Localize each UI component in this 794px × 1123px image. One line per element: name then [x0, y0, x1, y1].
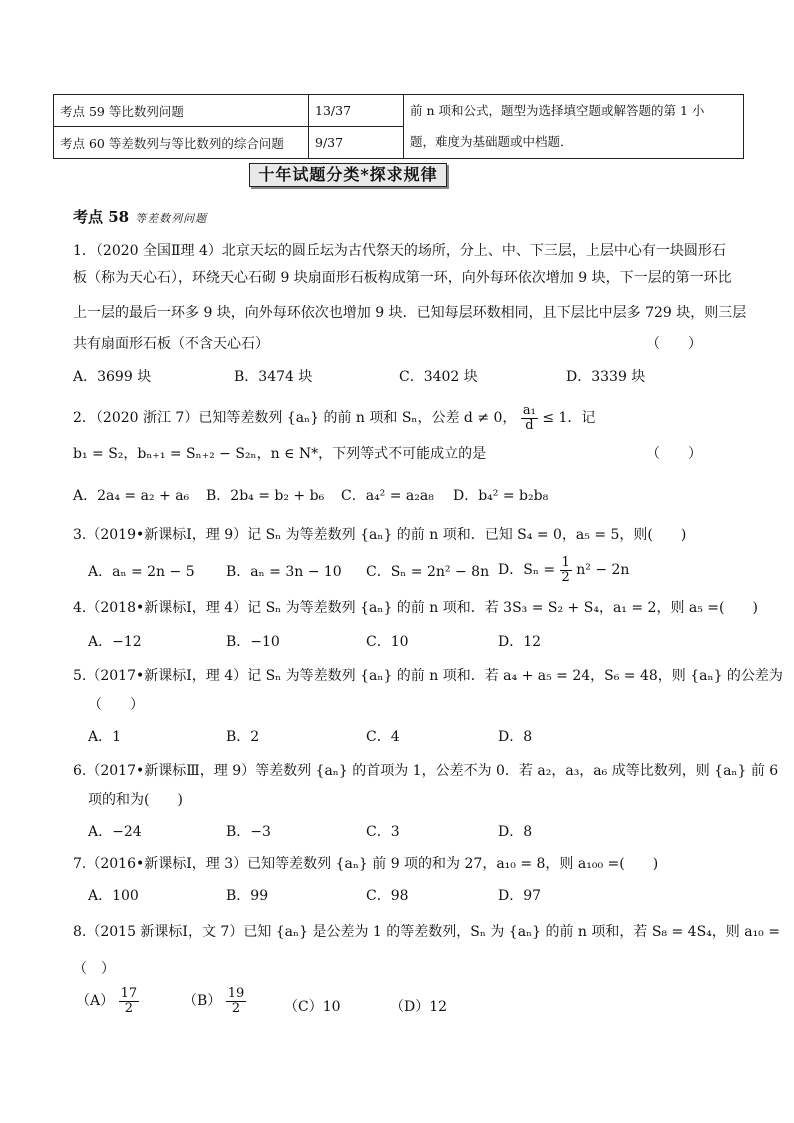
q2-option-c: C．a₄² = a₂a₈	[341, 488, 434, 504]
q6-option-b: B．−3	[226, 824, 271, 840]
q8-option-a-fraction	[119, 987, 140, 1015]
q4-option-d: D．12	[498, 634, 542, 650]
q1-answer-paren: （ ）	[646, 336, 702, 352]
q3-option-c: C．Sₙ = 2n² − 8n	[366, 564, 490, 580]
q3-option-b: B．aₙ = 3n − 10	[226, 564, 342, 580]
q5-option-b: B．2	[226, 729, 260, 745]
q8-option-b-pre: （B）	[183, 993, 222, 1010]
q5-option-a: A．1	[88, 729, 122, 745]
q8-a-frac-num: 17	[120, 986, 138, 1001]
q8-b-frac-den: 2	[231, 1000, 241, 1016]
section-title: 等差数列问题	[135, 212, 208, 225]
topic-60-count: 9/37	[309, 127, 404, 159]
q1-line-2: 板（称为天心石），环绕天心石砌 9 块扇面形石板构成第一环，向外每环依次增加 9 块，下一层的第一环比	[73, 270, 732, 286]
topic-59-count: 13/37	[309, 95, 404, 127]
q5-line-2: （ ）	[88, 697, 144, 713]
q1-option-b: B．3474 块	[234, 369, 313, 385]
q7-option-c: C．98	[366, 888, 409, 904]
q1-line-1: 1．（2020 全国Ⅱ理 4）北京天坛的圆丘坛为古代祭天的场所，分上、中、下三层，上层中心有一块圆形石	[73, 243, 726, 259]
q8-b-frac-num: 19	[227, 986, 245, 1001]
q8-line-2: （ ）	[73, 961, 115, 977]
q8-option-a-pre: （A）	[76, 993, 115, 1010]
q7-line-1: 7.（2016•新课标Ⅰ，理 3）已知等差数列 {aₙ} 前 9 项的和为 27，a₁₀ = 8，则 a₁₀₀ =( )	[73, 856, 659, 872]
q8-option-b-fraction	[226, 987, 247, 1015]
q2-fraction	[521, 404, 538, 432]
q2-frac-den: d	[525, 417, 534, 433]
q2-line-2: b₁ = S₂，bₙ₊₁ = Sₙ₊₂ − S₂ₙ，n ∈ N*，下列等式不可能成立的是	[73, 446, 487, 462]
q6-line-1: 6.（2017•新课标Ⅲ，理 9）等差数列 {aₙ} 的首项为 1，公差不为 0．若 a₂，a₃，a₆ 成等比数列，则 {aₙ} 前 6	[73, 763, 779, 779]
q6-option-a: A．−24	[88, 824, 142, 840]
q6-line-2: 项的和为( )	[88, 792, 183, 808]
q3-option-d-pre: D．Sₙ =	[498, 562, 556, 579]
q1-line-3: 上一层的最后一环多 9 块，向外每环依次也增加 9 块．已知每层环数相同，且下层比中层多 729 块，则三层	[73, 305, 747, 321]
section-number: 考点 58	[73, 208, 130, 226]
q2-line-1-tail: ≤ 1．记	[542, 410, 596, 427]
q2-frac-num: a₁	[522, 403, 536, 418]
q1-option-d: D．3339 块	[566, 369, 646, 385]
q8-option-a	[76, 987, 139, 1015]
topic-table	[53, 94, 744, 159]
q4-line-1: 4.（2018•新课标Ⅰ，理 4）记 Sₙ 为等差数列 {aₙ} 的前 n 项和．若 3S₃ = S₂ + S₄，a₁ = 2，则 a₅ =( )	[73, 600, 758, 616]
description-line-2: 题，难度为基础题或中档题．	[410, 134, 573, 149]
q4-option-a: A．−12	[88, 634, 142, 650]
q1-line-4: 共有扇面形石板（不含天心石）	[73, 336, 269, 352]
q7-option-b: B．99	[226, 888, 269, 904]
q6-option-d: D．8	[498, 824, 533, 840]
q2-option-b: B．2b₄ = b₂ + b₆	[206, 488, 325, 504]
q1-option-a: A．3699 块	[73, 369, 152, 385]
q3-option-d-post: n² − 2n	[576, 562, 630, 579]
q4-option-b: B．−10	[226, 634, 280, 650]
q2-option-a: A．2a₄ = a₂ + a₆	[73, 488, 190, 504]
topic-60-cell: 考点 60 等差数列与等比数列的综合问题	[54, 127, 309, 159]
topic-59-cell: 考点 59 等比数列问题	[54, 95, 309, 127]
description-line-1: 前 n 项和公式，题型为选择填空题或解答题的第 1 小	[410, 103, 705, 118]
q8-line-1: 8.（2015 新课标Ⅰ，文 7）已知 {aₙ} 是公差为 1 的等差数列，Sₙ 为 {aₙ} 的前 n 项和，若 S₈ = 4S₄，则 a₁₀ =	[73, 924, 780, 940]
q5-line-1: 5.（2017•新课标Ⅰ，理 4）记 Sₙ 为等差数列 {aₙ} 的前 n 项和．若 a₄ + a₅ = 24，S₆ = 48，则 {aₙ} 的公差为	[73, 668, 783, 684]
q8-option-c: （C）10	[284, 999, 341, 1015]
section-banner: 十年试题分类*探求规律	[249, 163, 447, 187]
q8-option-b	[183, 987, 246, 1015]
topic-description	[404, 95, 744, 159]
q3-option-d-fraction	[560, 556, 572, 584]
q8-a-frac-den: 2	[124, 1000, 133, 1016]
q2-option-d: D．b₄² = b₂b₈	[453, 488, 549, 504]
q7-option-d: D．97	[498, 888, 542, 904]
q2-answer-paren: （ ）	[646, 446, 702, 462]
q3-d-frac-den: 2	[561, 569, 570, 585]
q1-option-c: C．3402 块	[399, 369, 478, 385]
q6-option-c: C．3	[366, 824, 400, 840]
q3-line-1: 3.（2019•新课标Ⅰ，理 9）记 Sₙ 为等差数列 {aₙ} 的前 n 项和．已知 S₄ = 0，a₅ = 5，则( )	[73, 527, 687, 543]
section-heading	[73, 206, 207, 227]
q2-line-1-text: 2．（2020 浙江 7）已知等差数列 {aₙ} 的前 n 项和 Sₙ，公差 d ≠ 0，	[73, 410, 517, 427]
q2-line-1	[73, 404, 595, 432]
q4-option-c: C．10	[366, 634, 409, 650]
q3-option-d	[498, 556, 629, 584]
q5-option-c: C．4	[366, 729, 400, 745]
q7-option-a: A．100	[88, 888, 139, 904]
q3-d-frac-num: 1	[561, 555, 570, 570]
q3-option-a: A．aₙ = 2n − 5	[88, 564, 195, 580]
q5-option-d: D．8	[498, 729, 533, 745]
q8-option-d: （D）12	[390, 999, 448, 1015]
